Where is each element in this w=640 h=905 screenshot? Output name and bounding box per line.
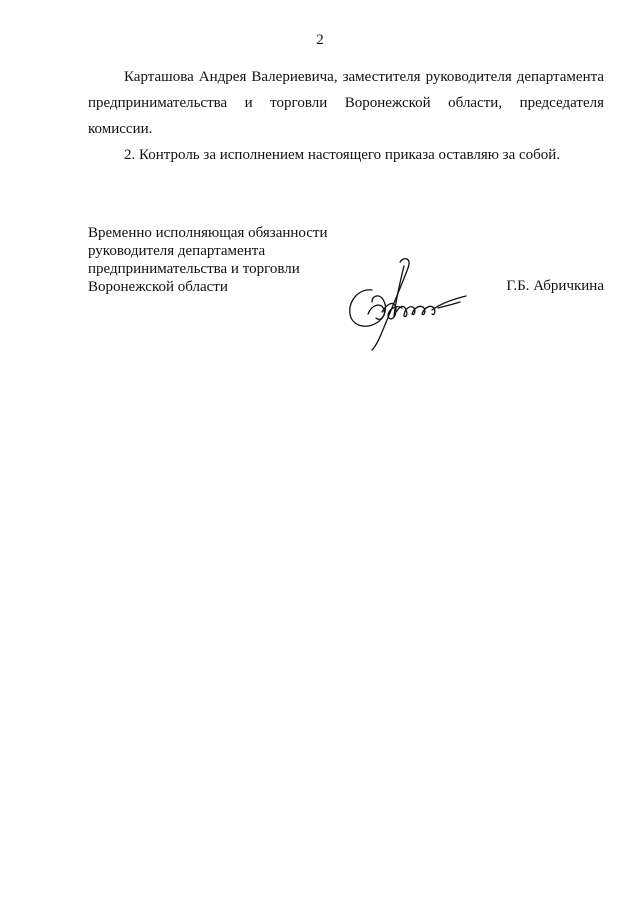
- paragraph-1-line-1: Карташова Андрея Валериевича, заместителя руководителя департамента: [124, 69, 604, 85]
- signatory-name: Г.Б. Абричкина: [506, 278, 604, 294]
- paragraph-control: [88, 142, 604, 168]
- page-number: 2: [316, 32, 324, 48]
- signatory-title-line-3: предпринимательства и торговли: [88, 261, 300, 277]
- signatory-title-line-1: Временно исполняющая обязанности: [88, 225, 328, 241]
- paragraph-2-line: 2. Контроль за исполнением настоящего приказа оставляю за собой.: [124, 147, 561, 163]
- signatory-title-line-2: руководителя департамента: [88, 243, 266, 259]
- handwritten-signature-icon: [342, 252, 470, 356]
- document-body: [88, 64, 604, 168]
- paragraph-commission-chair: [88, 64, 604, 142]
- paragraph-1-line-2: предпринимательства и торговли Воронежской области, председателя: [88, 95, 604, 111]
- paragraph-1-line-3: комиссии.: [88, 121, 153, 137]
- signatory-title-line-4: Воронежской области: [88, 279, 228, 295]
